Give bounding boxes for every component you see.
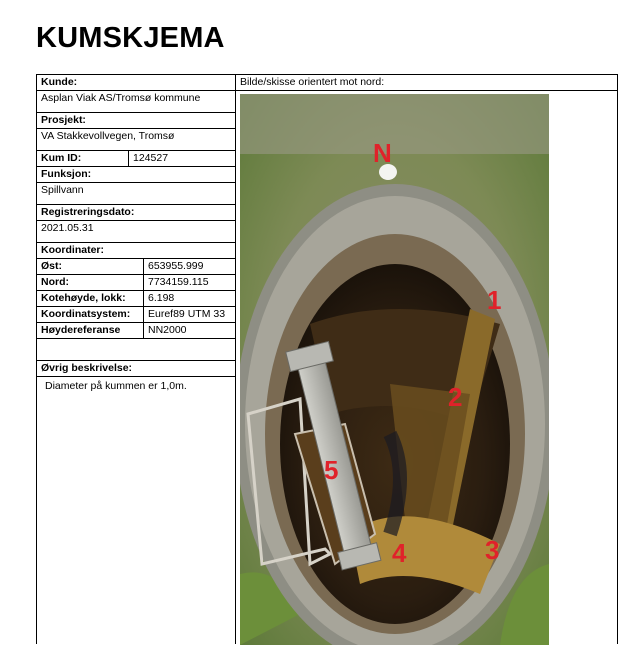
kum-id-label: Kum ID: [37, 151, 129, 166]
kum-id-row [37, 151, 235, 167]
coord-row-east [37, 259, 235, 275]
pipe-marker-1: 1 [487, 285, 502, 315]
pipe-marker-2: 2 [448, 382, 463, 412]
coord-value: NN2000 [148, 324, 187, 336]
pipe-marker-3: 3 [485, 535, 500, 565]
coord-label: Koordinatsystem: [37, 307, 144, 322]
pipe-marker-4: 4 [392, 538, 407, 568]
north-marker: N [373, 138, 392, 168]
form-sheet [36, 74, 618, 644]
pipe-marker-5: 5 [324, 455, 339, 485]
photo-column [236, 75, 617, 644]
document-title: KUMSKJEMA [36, 22, 225, 54]
registrering-label: Registreringsdato: [37, 205, 235, 221]
photo-header: Bilde/skisse orientert mot nord: [236, 75, 617, 91]
blank-row [37, 339, 235, 361]
coord-label: Høydereferanse [37, 323, 144, 338]
coord-row-north [37, 275, 235, 291]
kum-id-value: 124527 [133, 152, 169, 164]
koordinater-label: Koordinater: [37, 243, 235, 259]
coord-value: Euref89 UTM 33 [148, 308, 226, 320]
info-column [37, 75, 236, 644]
manhole-photo-illustration [240, 94, 549, 645]
coord-row-system [37, 307, 235, 323]
prosjekt-label: Prosjekt: [37, 113, 235, 129]
gravel-area [240, 94, 549, 154]
funksjon-value: Spillvann [37, 183, 235, 205]
funksjon-label: Funksjon: [37, 167, 235, 183]
kunde-label: Kunde: [37, 75, 235, 91]
description-text: Diameter på kummen er 1,0m. [45, 380, 187, 392]
manhole-photo [240, 94, 549, 645]
coord-label: Nord: [37, 275, 144, 290]
coord-row-reference [37, 323, 235, 339]
coord-value: 7734159.115 [148, 276, 209, 288]
prosjekt-value: VA Stakkevollvegen, Tromsø [37, 129, 235, 151]
coord-label: Kotehøyde, lokk: [37, 291, 144, 306]
description-label: Øvrig beskrivelse: [37, 361, 235, 377]
registrering-value: 2021.05.31 [37, 221, 235, 243]
kunde-value: Asplan Viak AS/Tromsø kommune [37, 91, 235, 113]
coord-value: 6.198 [148, 292, 175, 304]
coord-row-height [37, 291, 235, 307]
coord-label: Øst: [37, 259, 144, 274]
coord-value: 653955.999 [148, 260, 204, 272]
